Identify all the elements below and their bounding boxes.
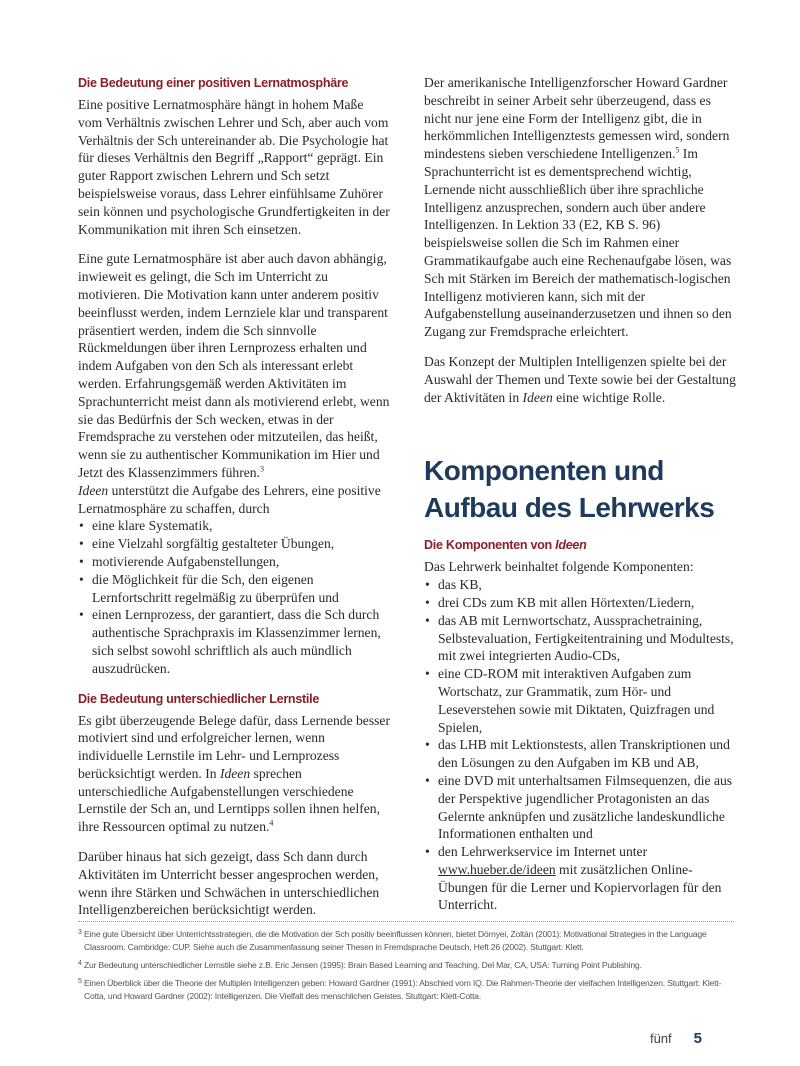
page-number: 5 xyxy=(693,1030,702,1047)
paragraph-gardner-cont: Im Sprachunterricht ist es dementsprechend wichtig, Lernende nicht ausschließlich über ihre sprachliche Intelligenz anzusprechen, sondern auch über andere Intelligenzen. In Lektion 33 (E2, KB S. 96) beispielsweise sollen die Sch im Rahmen einer Grammatikaufgabe auch eine Rechenaufgabe lösen, was Sch mit Stärken im Bereich der mathematisch-logischen Intelligenz motivieren kann, sich mit der Aufgabenstellung auseinanderzusetzen und ihnen so den Zugang zur Fremdsprache erleichtert. xyxy=(424,146,732,340)
book-title: Ideen xyxy=(522,389,553,405)
paragraph-learning-styles-b: sprechen unterschiedliche Aufgabenstellungen verschiedene Lernstile der Sch an, und Lerntipps sollen ihnen helfen, ihre Ressourcen optimal zu nutzen. xyxy=(78,765,381,835)
paragraph-rapport: Eine positive Lernatmosphäre hängt in hohem Maße vom Verhältnis zwischen Lehrer und Sch, aber auch vom Verhältnis der Sch untereinander ab. Die Psychologie hat für dieses Verhältnis den Begriff „Rapport“ geprägt. Ein guter Rapport zwischen Lehrern und Sch setzt beispielsweise voraus, dass Lehrer einfühlsame Zuhörer sein können und psychologische Grundfertigkeiten in der Kommunikation mit ihren Sch einsetzen. xyxy=(78,97,390,237)
list-item: • das LHB mit Lektionstests, allen Transkriptionen und den Lösungen zu den Aufgaben im KB und AB, xyxy=(424,736,736,772)
paragraph-ideen-supports-text: unterstützt die Aufgabe des Lehrers, eine positive Lernatmosphäre zu schaffen, durch xyxy=(78,482,381,516)
book-title: Ideen xyxy=(78,482,109,498)
list-item: • motivierende Aufgabenstellungen, xyxy=(78,553,390,571)
heading-learning-styles: Die Bedeutung unterschiedlicher Lernstile xyxy=(78,691,320,706)
section-title: Komponenten und Aufbau des Lehrwerks xyxy=(424,455,715,524)
heading-positive-atmosphere: Die Bedeutung einer positiven Lernatmosphäre xyxy=(78,76,349,90)
paragraph-gardner xyxy=(424,74,736,341)
footnote-text: Zur Bedeutung unterschiedlicher Lernstile siehe z.B. Eric Jensen (1995): Brain Based Learning and Teaching. Del Mar, CA, USA: Turning Point Publishing. xyxy=(84,960,642,970)
list-item-text: den Lehrwerkservice im Internet unter xyxy=(438,844,648,860)
paragraph-mi-b: eine wichtige Rolle. xyxy=(552,389,666,405)
components-intro: Das Lehrwerk beinhaltet folgende Komponenten: xyxy=(424,559,694,575)
footnote-ref-4[interactable]: 4 xyxy=(269,818,274,828)
list-item: • die Möglichkeit für die Sch, den eigenen Lernfortschritt regelmäßig zu überprüfen und xyxy=(78,571,390,607)
list-item: • drei CDs zum KB mit allen Hörtexten/Liedern, xyxy=(424,594,736,612)
paragraph-intelligence-areas: Darüber hinaus hat sich gezeigt, dass Sch dann durch Aktivitäten im Unterricht besser angesprochen werden, wenn ihre Stärken und Schwächen in unterschiedlichen Intelligenzbereichen berücksichtigt werden. xyxy=(78,849,380,918)
paragraph-multiple-intelligences xyxy=(424,353,736,406)
paragraph-motivation xyxy=(78,250,390,481)
hueber-link[interactable]: www.hueber.de/ideen xyxy=(438,861,556,877)
footnote-number: 4 xyxy=(78,960,82,967)
paragraph-ideen-supports xyxy=(78,482,390,518)
right-column xyxy=(424,74,736,926)
footnote-4 xyxy=(78,959,738,972)
page-word: fünf xyxy=(649,1031,672,1046)
paragraph-learning-styles xyxy=(78,712,390,837)
footnote-ref-5[interactable]: 5 xyxy=(675,145,680,155)
bullet-list-atmosphere xyxy=(78,517,390,677)
paragraph-mi-a: Das Konzept der Multiplen Intelligenzen spielte bei der Auswahl der Themen und Texte sowie bei der Gestaltung der Aktivitäten in xyxy=(424,353,736,405)
footnote-text: Eine gute Übersicht über Unterrichtsstrategien, die die Motivation der Sch positiv beeinflussen können, bietet Dörnyei, Zoltán (2001): Motivational Strategies in the Language Classroom. Cambridge: CUP. Siehe auch die Zusammenfassung seiner Thesen in Fremdsprache Deutsch, Heft 26 (2002). Stuttgart: Klett. xyxy=(84,929,707,952)
list-item: • eine DVD mit unterhaltsamen Filmsequenzen, die aus der Perspektive jugendlicher Protagonisten an das Gelernte anknüpfen und zusätzliche landeskundliche Informationen enthalten und xyxy=(424,772,736,843)
heading-components xyxy=(424,536,736,554)
footnote-divider xyxy=(78,921,734,922)
list-item: • eine klare Systematik, xyxy=(78,517,390,535)
list-item: • das KB, xyxy=(424,576,736,594)
list-item xyxy=(424,843,736,914)
book-title: Ideen xyxy=(555,538,587,553)
bullet-list-components xyxy=(424,576,736,914)
footnote-text: Einen Überblick über die Theorie der Multiplen Intelligenzen geben: Howard Gardner (1991): Abschied vom IQ. Die Rahmen-Theorie der vielfachen Intelligenzen. Stuttgart: Klett-Cotta, und Howard Gardner (2002): Intelligenzen. Die Vielfalt des menschlichen Geistes. Stuttgart: Klett-Cotta. xyxy=(84,978,722,1001)
footnote-number: 3 xyxy=(78,929,82,936)
footnote-5 xyxy=(78,977,738,1003)
left-column xyxy=(78,74,390,931)
page-footer xyxy=(650,1030,702,1047)
list-item-text: mit zusätzlichen Online-Übungen für die Lerner und Kopiervorlagen für den Unterricht. xyxy=(438,861,722,913)
list-item: • eine Vielzahl sorgfältig gestalteter Übungen, xyxy=(78,535,390,553)
list-item: • einen Lernprozess, der garantiert, dass die Sch durch authentische Sprachpraxis im Klassenzimmer lernen, sich selbst sowohl schriftlich als auch mündlich auszudrücken. xyxy=(78,606,390,677)
list-item: • eine CD-ROM mit interaktiven Aufgaben zum Wortschatz, zur Grammatik, zum Hör- und Leseverstehen sowie mit Diktaten, Quizfragen und Spielen, xyxy=(424,665,736,736)
paragraph-learning-styles-a: Es gibt überzeugende Belege dafür, dass Lernende besser motiviert sind und erfolgreicher lernen, wenn individuelle Lernstile im Lehr- und Lernprozess berücksichtigt werden. In xyxy=(78,712,390,781)
footnotes xyxy=(78,928,738,1008)
footnote-ref-3[interactable]: 3 xyxy=(259,464,264,474)
footnote-3 xyxy=(78,928,738,954)
paragraph-gardner-text: Der amerikanische Intelligenzforscher Howard Gardner beschreibt in seiner Arbeit sehr überzeugend, dass es nicht nur jene eine Form der Intelligenz gibt, die in herkömmlichen Intelligenztests gemessen wird, sondern mindestens sieben verschiedene Intelligenzen. xyxy=(424,75,730,162)
paragraph-motivation-text: Eine gute Lernatmosphäre ist aber auch davon abhängig, inwieweit es gelingt, die Sch im Unterricht zu motivieren. Die Motivation kann unter anderem positiv beeinflusst werden, indem Lernziele klar und transparent präsentiert werden, indem die Sch sinnvolle Rückmeldungen über ihren Lernprozess erhalten und indem Aufgaben von den Sch als interessant erlebt werden. Erfahrungsgemäß werden Aktivitäten im Sprachunterricht meist dann als motivierend erlebt, wenn sie das Bedürfnis der Sch wecken, etwas in der Fremdsprache zu verstehen oder mitzuteilen, das heißt, wenn sie zu authentischer Kommunikation im Hier und Jetzt des Klassenzimmers führen. xyxy=(78,251,390,480)
footnote-number: 5 xyxy=(78,978,82,985)
book-title: Ideen xyxy=(219,765,251,781)
heading-components-text: Die Komponenten von xyxy=(424,538,556,553)
list-item: • das AB mit Lernwortschatz, Aussprachetraining, Selbstevaluation, Fertigkeitentraining und Modultests, mit zwei integrierten Audio-CDs, xyxy=(424,612,736,665)
